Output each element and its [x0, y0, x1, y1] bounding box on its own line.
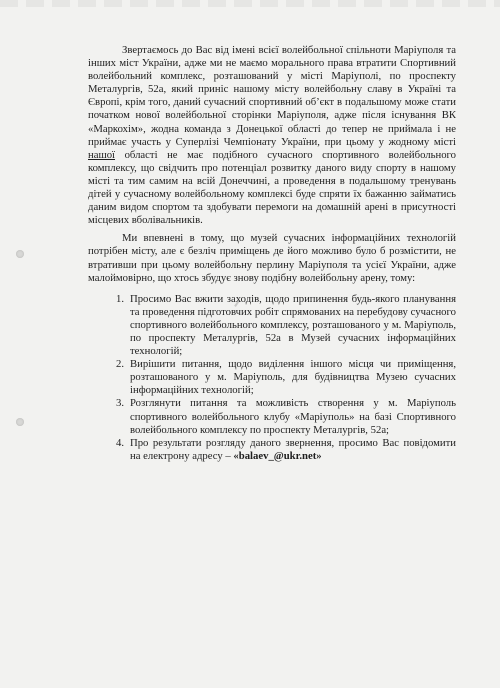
email-address[interactable]: «balaev_@ukr.net» [233, 449, 322, 462]
request-item [88, 437, 456, 463]
request-number: 1. [116, 292, 125, 305]
request-number: 4. [116, 436, 125, 449]
request-number: 3. [116, 397, 125, 410]
appeal-text-end: області не має подібного сучасного спортивного волейбольного комплексу, що свідчить про потенціал розвитку даного виду спорту в нашому місті та тим самим на всій Донеччині, а проведення в подальшому тренувань дітей у сучасному волейбольному комплексі буде спряти їх бажанню займатись даним видом спортом та здобувати перемоги на домашній арені в присутності місцевих вболівальників. [88, 148, 457, 227]
appeal-paragraph [88, 44, 456, 227]
requests-list [88, 293, 456, 463]
request-item [88, 293, 456, 358]
appeal-underlined-word: нашої [88, 148, 116, 161]
request-text: Просимо Вас вжити заходів, щодо припинення будь-якого планування та проведення підготовчих робіт спрямованих на перебудову сучасного спортивного волейбольного комплексу, розташованого у м. Маріуполь, по проспекту Металургів, 52а в Музей сучасних інформаційних технологій; [130, 292, 456, 358]
museum-paragraph: Ми впевнені в тому, що музей сучасних інформаційних технологій потрібен місту, але є безліч приміщень де його можливо було б розмістити, не втративши при цьому волейбольну перлину Маріуполя та усієї України, адже малоймовірно, що хтось збудує знову подібну волейбольну арену, тому: [88, 232, 456, 284]
request-text: Вирішити питання, щодо виділення іншого місця чи приміщення, розташованого у м. Маріуполь, для будівництва Музею сучасних інформаційних технологій; [130, 358, 456, 397]
request-item [88, 358, 456, 397]
punch-hole [16, 250, 24, 258]
request-item [88, 397, 456, 436]
scan-edge-top [0, 0, 500, 7]
request-text: Розглянути питання та можливість створення у м. Маріуполь спортивного волейбольного клубу «Маріуполь» на базі Спортивного волейбольного комплексу по проспекту Металургів, 52а; [130, 397, 456, 436]
punch-hole [16, 418, 24, 426]
request-text: Про результати розгляду даного звернення, просимо Вас повідомити на електрону адресу – [130, 436, 456, 462]
letter-body [88, 44, 456, 463]
appeal-text-start: Звертаємось до Вас від імені всієї волейбольної спільноти Маріуполя та інших міст України, адже ми не маємо морального права втратити Спортивний волейбольний комплекс, розташований у місті Маріуполі, по проспекту Металургів, 52а, який приніс нашому місту волейбольну славу в Україні та Європі, крім того, даний сучасний спортивний об’єкт в подальшому може стати початком нової волейбольної сторінки Маріуполя, адже після існування ВК «Маркохім», жодна команда з Донецької області до тепер не приймала і не приймає участь у Суперлізі Чемпіонату України, при цьому у жодному місті [88, 44, 456, 148]
request-number: 2. [116, 358, 125, 371]
